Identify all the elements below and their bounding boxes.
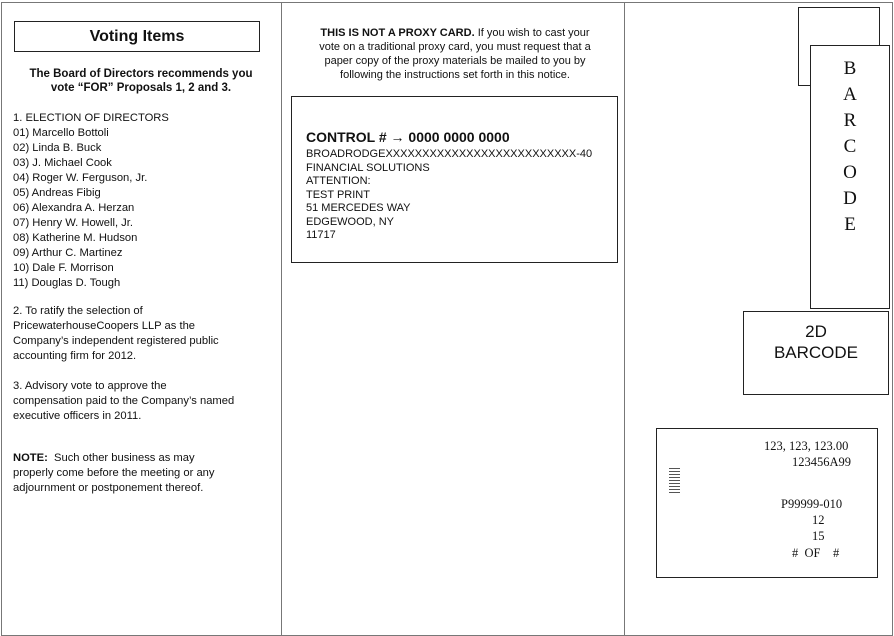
barcode-placeholder	[810, 45, 890, 309]
director-item: 02) Linda B. Buck	[13, 142, 102, 154]
barcode-letter: B	[843, 58, 857, 79]
code-line: P99999-010	[781, 497, 843, 511]
mailing-address	[306, 148, 592, 243]
proxy-notice-line: vote on a traditional proxy card, you must request that a	[319, 41, 591, 53]
director-item: 09) Arthur C. Martinez	[13, 247, 123, 259]
barcode-letter: R	[843, 110, 857, 131]
voting-items-title: Voting Items	[14, 21, 260, 52]
address-line: TEST PRINT	[306, 188, 370, 201]
proposal-2	[13, 304, 273, 364]
control-number: CONTROL # → 0000 0000 0000	[306, 129, 510, 145]
address-line: BROADRODGEXXXXXXXXXXXXXXXXXXXXXXXXXX-40	[306, 148, 593, 160]
note-line: properly come before the meeting or any	[13, 467, 215, 479]
address-line: 11717	[306, 229, 336, 241]
proposal-line: executive officers in 2011.	[13, 410, 142, 422]
director-item: 11) Douglas D. Tough	[13, 277, 121, 289]
proposal-3	[13, 379, 273, 424]
proposal-line: accounting firm for 2012.	[13, 350, 137, 362]
director-item: 08) Katherine M. Hudson	[13, 232, 138, 244]
barcode-letter: D	[843, 188, 857, 209]
barcode-letter: O	[843, 162, 857, 183]
address-line: EDGEWOOD, NY	[306, 215, 395, 228]
mailing-code-box	[656, 428, 878, 578]
control-address-box	[291, 96, 618, 263]
director-item: 10) Dale F. Morrison	[13, 262, 114, 274]
director-item: 03) J. Michael Cook	[13, 157, 112, 169]
barcode2d-label: BARCODE	[773, 343, 859, 362]
proposal-line: 2. To ratify the selection of	[13, 305, 143, 317]
note-line: adjournment or postponement thereof.	[13, 482, 204, 494]
director-item: 01) Marcello Bottoli	[13, 127, 109, 139]
proxy-notice	[294, 26, 616, 82]
barcode-letter: C	[843, 136, 857, 157]
note-section	[13, 451, 273, 496]
barcode2d-label: 2D	[805, 322, 827, 341]
note-first-line	[13, 451, 273, 466]
recommendation-line: vote “FOR” Proposals 1, 2 and 3.	[50, 82, 232, 94]
director-item: 04) Roger W. Ferguson, Jr.	[13, 172, 148, 184]
proposal-line: 3. Advisory vote to approve the	[13, 380, 167, 392]
barcode-letter: A	[843, 84, 857, 105]
election-of-directors	[13, 111, 169, 291]
address-line: 51 MERCEDES WAY	[306, 202, 411, 214]
code-line: # OF #	[792, 546, 840, 560]
recommendation-line: The Board of Directors recommends you	[29, 68, 253, 80]
director-item: 05) Andreas Fibig	[13, 187, 101, 199]
postal-mark-icon	[669, 468, 680, 494]
address-line: ATTENTION:	[306, 175, 371, 187]
address-line: FINANCIAL SOLUTIONS	[306, 161, 430, 174]
director-item: 07) Henry W. Howell, Jr.	[13, 217, 133, 229]
proxy-notice-text: If you wish to cast your	[474, 27, 590, 39]
proposal-line: Company’s independent registered public	[13, 335, 219, 347]
code-line: 15	[812, 529, 825, 543]
note-label: NOTE:	[13, 452, 48, 464]
code-line: 123456A99	[792, 455, 852, 469]
proxy-notice-line	[294, 26, 616, 40]
code-line: 12	[812, 513, 825, 527]
proxy-notice-bold: THIS IS NOT A PROXY CARD.	[320, 27, 475, 39]
election-heading: 1. ELECTION OF DIRECTORS	[13, 112, 169, 124]
note-text: Such other business as may	[54, 452, 195, 464]
proposal-line: PricewaterhouseCoopers LLP as the	[13, 320, 196, 332]
barcode-letter: E	[844, 214, 856, 235]
code-line: 123, 123, 123.00	[764, 439, 849, 453]
proposal-line: compensation paid to the Company’s named	[13, 395, 235, 407]
proxy-notice-line: following the instructions set forth in this notice.	[340, 69, 570, 81]
director-item: 06) Alexandra A. Herzan	[13, 202, 135, 214]
proxy-notice-line: paper copy of the proxy materials be mailed to you by	[324, 55, 586, 67]
2d-barcode-placeholder	[743, 311, 889, 395]
board-recommendation	[8, 67, 274, 95]
